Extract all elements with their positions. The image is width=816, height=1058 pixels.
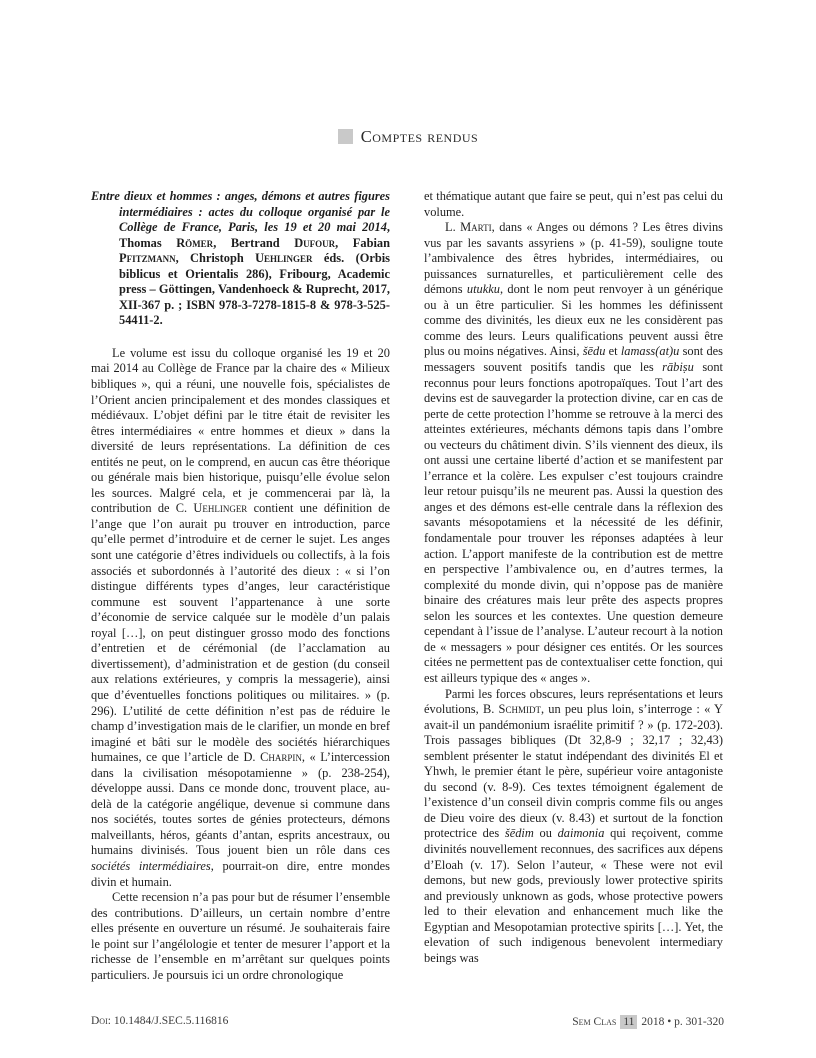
section-title: Comptes rendus — [360, 127, 479, 146]
editor-name: Römer — [176, 235, 214, 250]
editor-name: Uehlinger — [255, 251, 313, 266]
footer-doi: Doi: 10.1484/J.SEC.5.116816 — [91, 1015, 229, 1027]
paragraph: Cette recension n’a pas pour but de résumer l’ensemble des contributions. D’ailleurs, un certain nombre d’entre elles présente en ouverture un résumé. Je souhaiterais faire le point sur l’angélologie et tenter de mesurer l’apport et la richesse de l’ensemble en m’arrêtant sur quelques points particuliers. Je poursuis ici un ordre chronologique — [91, 890, 390, 982]
paragraph: L. Marti, dans « Anges ou démons ? Les êtres divins vus par les savants assyriens » (p. 41-59), souligne toute l’ambivalence des êtres hybrides, intermédiaires, ou puissances surnaturelles, et particulièrement celle des démons utukku, dont le nom peut renvoyer à un générique ou à un être particulier. Si les hommes les définissent comme des divinités, les dieux eux ne les considèrent pas comme des leurs. Leurs qualifications peuvent aussi être plus ou moins négatives. Ainsi, šēdu et lamass(at)u sont des messagers souvent positifs tandis que les rābiṣu sont reconnus pour leurs fonctions apotropaïques. Tout l’art des devins est de sauvegarder la protection divine, car en cas de perte de cette protection l’homme se retrouve à la merci des atteintes extérieures, méchants démons tapis dans l’ombre ou vecteurs du châtiment divin. S’ils viennent des dieux, ils ont aussi une certaine liberté d’action et se manifestent par l’errance et la colère. Les expulser c’est toujours craindre leur retour puisqu’ils ne meurent pas. Aussi la question des anges et des démons est-elle centrale dans la réflexion des savants mésopotamiens et la nécessité de les définir, fondamentale pour trouver les réponses adaptées à leur action. L’apport manifeste de la contribution est de mettre en perspective l’ambivalence ou, en d’autres termes, la complexité du monde divin, qui n’oppose pas de manière binaire des créatures mais leur prête des aspects propres selon les sources et les contextes. Une question demeure cependant à l’issue de l’analyse. L’auteur recourt à la notion de « messagers » pour désigner ces entités. Or les sources citées ne permettent pas de contextualiser cette fonction, qui est ailleurs typique des « anges ». — [424, 220, 723, 685]
section-marker-square — [338, 129, 353, 144]
journal-name: Sem Clas — [572, 1016, 617, 1028]
editor-name: Pfitzmann — [119, 251, 176, 266]
volume-number: 11 — [620, 1015, 637, 1029]
footer-journal-info — [572, 1015, 724, 1029]
paragraph-continued: et thématique autant que faire se peut, qui n’est pas celui du volume. — [424, 189, 723, 219]
paragraph: Parmi les forces obscures, leurs représentations et leurs évolutions, B. Schmidt, un peu plus loin, s’interroge : « Y avait-il un pandémonium israélite primitif ? » (p. 172-203). Trois passages bibliques (Dt 32,8-9 ; 32,17 ; 32,43) semblent présenter le statut indépendant des divinités El et Yhwh, le premier étant le père, supérieur voire antagoniste du second (v. 8-9). Ces textes témoignent également de l’existence d’un conseil divin compris comme fils ou anges de Dieu voire des dieux (v. 8.43) et surtout de la fonction protectrice des šēdim ou daimonia qui reçoivent, comme divinités nouvellement reconnues, des sacrifices aux dépens d’Eloah (v. 17). Selon l’auteur, « These were not evil demons, but new gods, previously lower protective spirits and previously unknown as gods, whose protective powers led to their elevation and enhancement much like the Egyptian and Mesopotamian protective spirits […]. Yet, the elevation of such indigenous benevolent intermediary beings was — [424, 686, 724, 965]
right-column — [424, 189, 723, 966]
left-column — [91, 189, 390, 983]
book-reference: Entre dieux et hommes : anges, démons et autres figures intermédiaires : actes du colloque organisé par le Collège de France, Paris, les 19 et 20 mai 2014, Thomas Römer, Bertrand Dufour, Fabian Pfitzmann, Christoph Uehlinger éds. (Orbis biblicus et Orientalis 286), Fribourg, Academic press – Göttingen, Vandenhoeck & Ruprecht, 2017, XII-367 p. ; ISBN 978-3-7278-1815-8 & 978-3-525-54411-2. — [91, 189, 390, 328]
book-title: Entre dieux et hommes : anges, démons et autres figures intermédiaires : actes du colloque organisé par le Collège de France, Paris, les 19 et 20 mai 2014 — [91, 189, 390, 235]
paragraph: Le volume est issu du colloque organisé les 19 et 20 mai 2014 au Collège de France par la chaire des « Milieux bibliques », qui a réuni, une nouvelle fois, spécialistes de l’Orient ancien principalement et des mondes classiques et médiévaux. L’objet défini par le titre était de revisiter les êtres intermédiaires « entre hommes et dieux » dans la diversité de leurs représentations. La définition de ces entités ne peut, on le comprend, en aucun cas être théorique ou générale mais bien historique, puisqu’elle évolue selon les sources. Malgré cela, et je commencerai par là, la contribution de C. Uehlinger contient une définition de l’ange que l’on aurait pu trouver en introduction, parce qu’elle permet d’introduire et de cerner le sujet. Les anges sont une catégorie d’êtres individuels ou collectifs, à la fois associés et subordonnés à l’autorité des dieux : « si l’on distingue différents types d’anges, leur caractéristique commune est souvent l’appartenance à une sorte d’économie de service calquée sur le modèle d’un palais royal […], on peut distinguer grosso modo des fonctions d’entretien et de cérémonial (de l’acclamation au divertissement), d’administration et de gestion (du conseil aux relations extérieures, y compris la messagerie), ainsi que d’éventuelles fonctions politiques ou militaires. » (p. 296). L’utilité de cette définition n’est pas de réduire le champ d’investigation mais de le clarifier, un monde en bref imaginé et bâti sur le modèle des sociétés hiérarchiques humaines, ce que l’article de D. Charpin, « L’intercession dans la civilisation mésopotamienne » (p. 238-254), développe aussi. Dans ce monde donc, trouvent place, au-delà de la catégorie angélique, devenue si commune dans nos sociétés, toutes sortes de génies protecteurs, démons malveillants, héros, géants d’antan, esprits ancestraux, ou humains divinisés. Tous jouent bien un rôle dans ces sociétés intermédiaires, pourrait-on dire, entre mondes divin et humain. — [91, 345, 391, 889]
year-pages: 2018 • p. 301-320 — [641, 1016, 724, 1028]
editor-name: Dufour — [294, 235, 336, 250]
section-header — [0, 127, 816, 147]
publication-details: éds. (Orbis biblicus et Orientalis 286), Fribourg, Academic press – Göttingen, Vandenhoeck & Ruprecht, 2017, XII-367 p. ; ISBN 978-3-7278-1815-8 & 978-3-525-54411-2. — [119, 251, 390, 328]
